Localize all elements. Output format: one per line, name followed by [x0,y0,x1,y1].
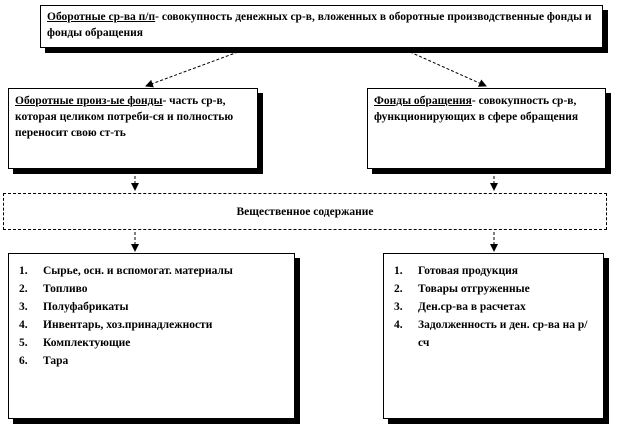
circulation-funds-definition: - совокупность ср-в, функционирующих в сфере обращения [374,95,579,123]
list-item: 5. Комплектующие [19,337,131,349]
list-item: 4. Задолженность и ден. ср-ва на р/сч [394,319,588,349]
production-funds-list-box [8,253,295,419]
arrow-top-to-right [410,52,486,86]
top-definition-box [40,5,603,48]
list-item: 2. Товары отгруженные [394,283,530,295]
list-item: 4. Инвентарь, хоз.принадлежности [19,319,213,331]
top-definition-text [47,9,596,41]
list-item: 6. Тара [19,355,69,367]
circulation-funds-list-box [383,253,604,419]
list-item: 1. Готовая продукция [394,265,519,277]
top-definition: - совокупность денежных ср-в, вложенных в оборотные производственные фонды и фонды обращения [47,11,592,39]
material-content-label: Вещественное содержание [236,205,374,218]
arrow-top-to-left [146,52,238,86]
list-item: 2. Топливо [19,283,88,295]
circulation-funds-list [390,262,597,352]
list-item: 3. Полуфабрикаты [19,301,129,313]
circulation-funds-text [374,93,599,125]
circulation-funds-term: Фонды обращения [374,95,472,107]
list-item: 1. Сырье, осн. и вспомогат. материалы [19,265,233,277]
working-production-funds-term: Оборотные произ-ые фонды [15,95,163,107]
material-content-box [3,193,607,230]
working-production-funds-text [15,93,251,141]
production-funds-list [15,262,288,370]
working-production-funds-definition: - часть ср-в, которая целиком потреби-ся и полностью переносит свою ст-ть [15,95,234,139]
circulation-funds-box [367,88,606,169]
top-term: Оборотные ср-ва п/п [47,11,156,23]
list-item: 3. Ден.ср-ва в расчетах [394,301,526,313]
working-production-funds-box [8,88,258,169]
